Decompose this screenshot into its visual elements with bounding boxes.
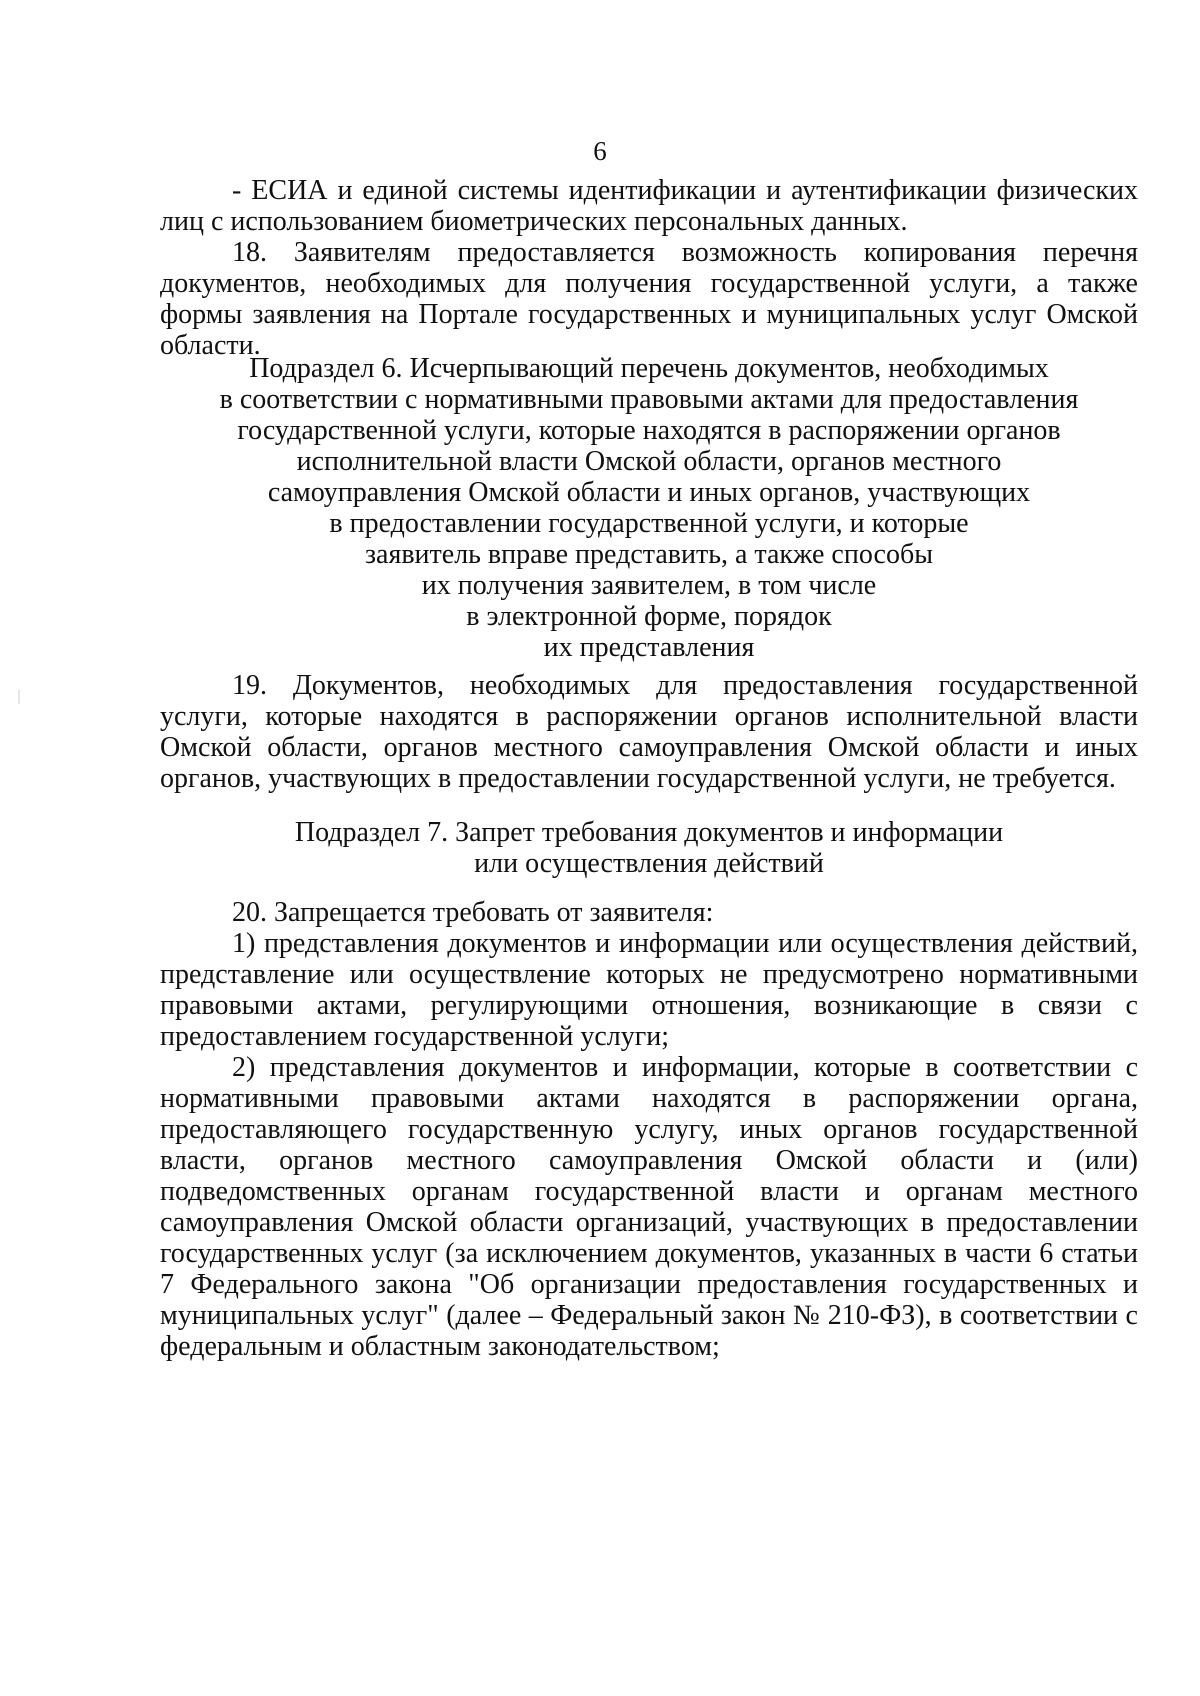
subsection-6-line: государственной услуги, которые находятся в распоряжении органов [237, 415, 1061, 446]
subsection-6-line: исполнительной власти Омской области, органов местного [296, 446, 1002, 477]
paragraph-20-item-2: 2) представления документов и информации, которые в соответствии с нормативными правовыми актами находятся в распоряжении органа, предоставляющего государственную услугу, иных органов государственной власти, органов местного самоуправления Омской области и (или) подведомственных органам государственной власти и органам местного самоуправления Омской области организаций, участвующих в предоставлении государственных услуг (за исключением документов, указанных в части 6 статьи 7 Федерального закона "Об организации предоставления государственных и муниципальных услуг" (далее – Федеральный закон № 210-ФЗ), в соответствии с федеральным и областным законодательством; [160, 1052, 1138, 1362]
subsection-7-heading [160, 817, 1138, 879]
scan-artifact [18, 690, 20, 704]
page-number: 6 [593, 136, 607, 166]
paragraph-esia: - ЕСИА и единой системы идентификации и аутентификации физических лиц с использованием биометрических персональных данных. [160, 175, 1138, 237]
paragraph-19: 19. Документов, необходимых для предоставления государственной услуги, которые находятся в распоряжении органов исполнительной власти Омской области, органов местного самоуправления Омской области и иных органов, участвующих в предоставлении государственной услуги, не требуется. [160, 670, 1138, 794]
subsection-7-line: Подраздел 7. Запрет требования документов и информации [294, 817, 1004, 848]
subsection-6-line: их представления [543, 632, 755, 663]
subsection-6-line: Подраздел 6. Исчерпывающий перечень документов, необходимых [249, 353, 1049, 384]
subsection-7-line: или осуществления действий [474, 848, 824, 879]
subsection-6-line: в соответствии с нормативными правовыми актами для предоставления [219, 384, 1079, 415]
paragraph-20-item-1: 1) представления документов и информации или осуществления действий, представление или осуществление которых не предусмотрено нормативными правовыми актами, регулирующими отношения, возникающие в связи с предоставлением государственной услуги; [160, 928, 1138, 1052]
subsection-6-line: заявитель вправе представить, а также способы [364, 539, 934, 570]
subsection-6-line: их получения заявителем, в том числе [421, 570, 877, 601]
subsection-6-line: в предоставлении государственной услуги, и которые [329, 508, 969, 539]
subsection-6-line: самоуправления Омской области и иных органов, участвующих [267, 477, 1031, 508]
paragraph-esia-block [160, 175, 1138, 361]
paragraph-18: 18. Заявителям предоставляется возможность копирования перечня документов, необходимых для получения государственной услуги, а также формы заявления на Портале государственных и муниципальных услуг Омской области. [160, 237, 1138, 361]
paragraph-19-block [160, 670, 1138, 794]
subsection-6-heading [160, 353, 1138, 663]
paragraph-20-block [160, 897, 1138, 1362]
subsection-6-line: в электронной форме, порядок [466, 601, 832, 632]
paragraph-20-intro: 20. Запрещается требовать от заявителя: [232, 897, 714, 928]
